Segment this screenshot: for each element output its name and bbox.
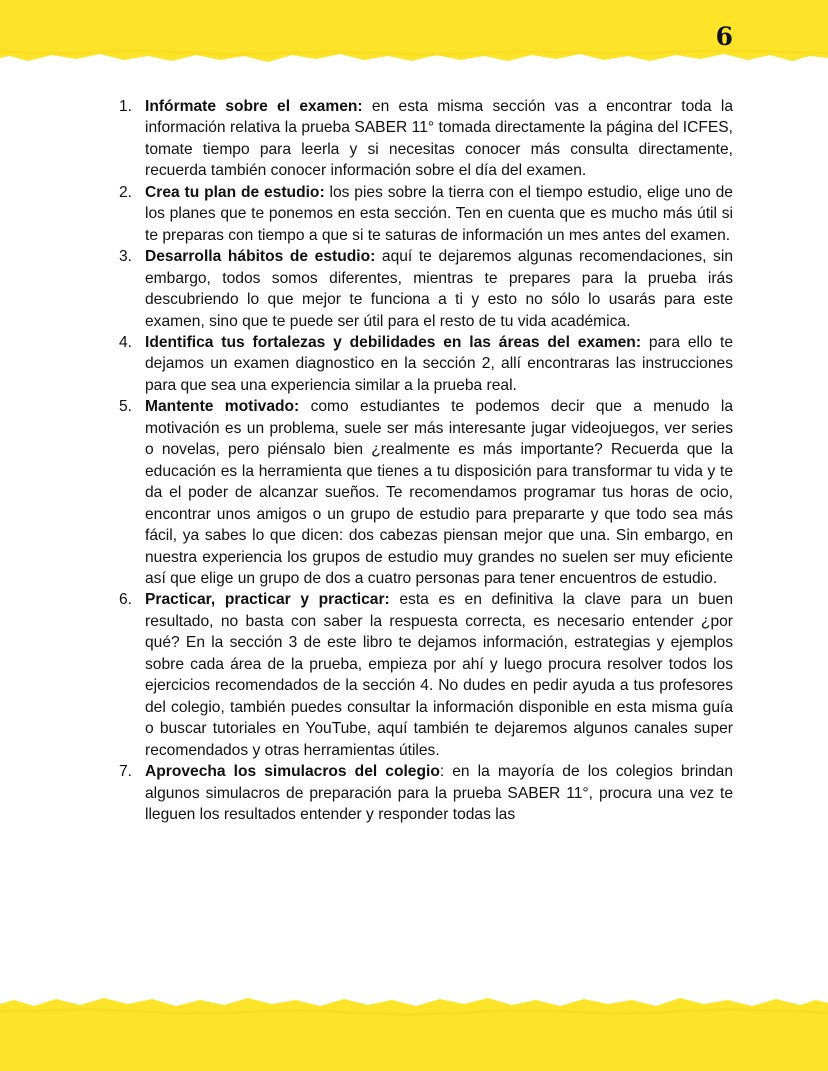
list-item [119,396,733,589]
item-number: 4. [119,333,133,351]
item-number: 7. [119,763,133,781]
list-item [119,182,733,246]
item-number: 6. [119,591,133,609]
item-text: como estudiantes te podemos decir que a menudo la motivación es un problema, suele ser más interesante jugar videojuegos, ver series o novelas, pero piénsalo bien ¿realmente es más importante? Recuerda que la educación es la herramienta que tienes a tu disposición para transformar tu vida y te da el poder de alcanzar sueños. Te recomendamos programar tus horas de ocio, encontrar unos amigos o un grupo de estudio para prepararte y que todo sea más fácil, ya sabes lo que dicen: dos cabezas piensan mejor que una. Sin embargo, en nuestra experiencia los grupos de estudio muy grandes no suelen ser muy eficiente así que elige un grupo de dos a cuatro personas para tener encuentros de estudio. [145,398,734,587]
item-heading: Mantente motivado: [145,398,300,416]
item-number: 3. [119,248,133,266]
list-item [119,332,733,396]
item-text: aquí te dejaremos algunas recomendaciones, sin embargo, todos somos diferentes, mientras te prepares para la prueba irás descubriendo lo que mejor te funciona a ti y esto no sólo lo usarás para este examen, sino que te puede ser útil para el resto de tu vida académica. [145,248,733,330]
item-text: : en la mayoría de los colegios brindan algunos simulacros de preparación para la prueba SABER 11°, procura una vez te lleguen los resultados entender y responder todas las [145,763,733,823]
item-text: en esta misma sección vas a encontrar toda la información relativa la prueba SABER 11° tomada directamente la página del ICFES, tomate tiempo para leerla y si necesitas conocer más consulta directamente, recuerda también conocer información sobre el día del examen. [145,98,733,180]
item-heading: Practicar, practicar y practicar: [145,591,390,609]
top-band-shape [0,0,828,72]
item-heading: Crea tu plan de estudio: [145,183,325,201]
item-heading: Infórmate sobre el examen: [145,98,363,115]
item-heading: Desarrolla hábitos de estudio: [145,248,376,266]
item-number: 5. [119,398,133,416]
bottom-yellow-band [0,990,828,1071]
top-yellow-band [0,0,828,72]
list-item [119,246,733,332]
list-item [119,96,733,182]
item-number: 2. [119,183,133,201]
item-number: 1. [119,98,133,115]
item-text: esta es en definitiva la clave para un buen resultado, no basta con saber la respuesta correcta, es necesario entender ¿por qué? En la sección 3 de este libro te dejamos información, estrategias y ejemplos sobre cada área de la prueba, empieza por ahí y luego procura resolver todos los ejercicios recomendados de la sección 4. No dudes en pedir ayuda a tus profesores del colegio, también puedes consultar la información disponible en esta misma guía o buscar tutoriales en YouTube, aquí también te dejaremos algunos canales super recomendados y otras herramientas útiles. [145,591,733,759]
page-number: 6 [715,22,733,51]
study-steps-list [119,96,733,825]
item-text: para ello te dejamos un examen diagnostico en la sección 2, allí encontraras las instrucciones para que sea una experiencia similar a la prueba real. [145,333,733,394]
bottom-band-shape [0,990,828,1071]
item-heading: Aprovecha los simulacros del colegio [145,763,440,781]
list-item [119,761,733,825]
document-body [119,96,733,825]
list-item [119,589,733,761]
item-text: los pies sobre la tierra con el tiempo estudio, elige uno de los planes que te ponemos en esta sección. Ten en cuenta que es mucho más útil si te preparas con tiempo a que si te saturas de información un mes antes del examen. [145,183,733,244]
item-heading: Identifica tus fortalezas y debilidades en las áreas del examen: [145,333,642,351]
